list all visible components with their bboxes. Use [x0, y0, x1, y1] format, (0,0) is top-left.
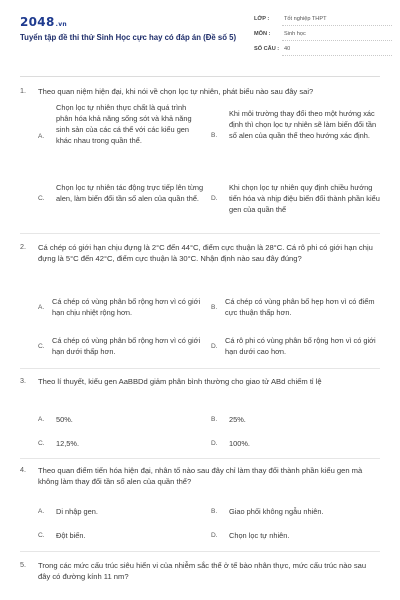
option-c[interactable] — [38, 438, 198, 450]
option-label: C. — [38, 343, 45, 350]
question-divider — [20, 458, 380, 459]
option-label: A. — [38, 416, 45, 423]
option-label: B. — [211, 508, 218, 515]
option-text: Khi môi trường thay đổi theo một hướng xác định thì chọn lọc tự nhiên sẽ làm biến đổi tần số alen của quần thể theo hướng xác định. — [229, 109, 377, 140]
meta-count-value: 40 — [284, 46, 291, 52]
question-text: Theo quan niệm hiện đại, khi nói về chọn lọc tự nhiên, phát biểu nào sau đây sai? — [38, 87, 314, 96]
question-2 — [0, 242, 400, 362]
meta-count-key: SỐ CÂU : — [254, 46, 280, 52]
site-logo[interactable] — [20, 15, 67, 29]
question-number: 5. — [20, 560, 26, 569]
meta-class-key: LỚP : — [254, 16, 270, 22]
option-label: A. — [38, 133, 45, 140]
option-b[interactable] — [211, 414, 371, 426]
question-4 — [0, 465, 400, 545]
option-text: 25%. — [229, 415, 246, 424]
meta-divider — [282, 25, 392, 26]
logo-suffix: .vn — [55, 21, 67, 28]
option-c[interactable] — [38, 530, 198, 542]
option-text: Chọn lọc tự nhiên. — [229, 531, 290, 540]
page-header — [0, 0, 400, 66]
question-text: Cá chép có giới hạn chịu đựng là 2°C đến 44°C, điểm cực thuận là 28°C. Cá rô phi có giới hạn chịu đựng là 5°C đến 42°C, điểm cực thuận là 30°C. Nhận định nào sau đây đúng? — [38, 243, 373, 263]
option-text: Di nhập gen. — [56, 507, 98, 516]
option-text: Cá chép có vùng phân bố rộng hơn vì có giới hạn dưới thấp hơn. — [52, 336, 201, 356]
meta-subject-value: Sinh học — [284, 31, 306, 37]
option-label: D. — [211, 343, 218, 350]
option-label: C. — [38, 195, 45, 202]
question-divider — [20, 233, 380, 234]
question-3 — [0, 376, 400, 452]
option-d[interactable] — [211, 335, 381, 359]
option-text: Khi chọn lọc tự nhiên quy định chiều hướng tiến hóa và nhịp điệu biến đổi thành phần kiểu gen của quần thể — [229, 183, 380, 214]
option-label: D. — [211, 195, 218, 202]
option-text: Giao phối không ngẫu nhiên. — [229, 507, 324, 516]
option-text: 12,5%. — [56, 439, 80, 448]
option-label: C. — [38, 532, 45, 539]
option-label: D. — [211, 440, 218, 447]
option-text: Chọn lọc tự nhiên tác động trực tiếp lên từng alen, làm biến đổi tần số alen của quần thể. — [56, 183, 204, 203]
option-b[interactable] — [211, 108, 381, 168]
option-a[interactable] — [38, 506, 198, 518]
header-divider — [20, 76, 380, 77]
option-text: Cá rô phi có vùng phân bố rộng hơn vì có giới hạn dưới cao hơn. — [225, 336, 376, 356]
question-number: 2. — [20, 242, 26, 251]
question-number: 1. — [20, 86, 26, 95]
option-label: B. — [211, 304, 218, 311]
page-title: Tuyển tập đề thi thử Sinh Học cực hay có đáp án (Đề số 5) — [20, 33, 237, 42]
meta-subject-key: MÔN : — [254, 31, 271, 37]
option-text: Cá chép có vùng phân bố rộng hơn vì có giới hạn chịu nhiệt rộng hơn. — [52, 297, 201, 317]
option-text: Cá chép có vùng phân bố hẹp hơn vì có điểm cực thuận thấp hơn. — [225, 297, 375, 317]
option-d[interactable] — [211, 182, 381, 222]
option-d[interactable] — [211, 438, 371, 450]
option-a[interactable] — [38, 102, 200, 170]
option-label: A. — [38, 304, 45, 311]
option-label: C. — [38, 440, 45, 447]
option-b[interactable] — [211, 296, 381, 320]
option-a[interactable] — [38, 414, 198, 426]
option-text: 50%. — [56, 415, 73, 424]
meta-divider — [282, 40, 392, 41]
option-label: B. — [211, 132, 218, 139]
option-a[interactable] — [38, 296, 200, 320]
question-text: Trong các mức cấu trúc siêu hiển vi của nhiễm sắc thể ở tế bào nhân thực, mức cấu trúc nào sau đây có đường kính 11 nm? — [38, 561, 367, 581]
option-text: 100%. — [229, 439, 250, 448]
question-text: Theo quan điểm tiến hóa hiện đại, nhân tố nào sau đây chỉ làm thay đổi thành phần kiểu gen mà không làm thay đổi tần số alen của quần thể? — [38, 466, 363, 486]
option-c[interactable] — [38, 182, 204, 222]
meta-divider — [282, 55, 392, 56]
option-label: B. — [211, 416, 218, 423]
option-b[interactable] — [211, 506, 381, 518]
option-text: Chọn lọc tự nhiên thực chất là quá trình phân hóa khả năng sống sót và khả năng sinh sản của các cá thể với các kiểu gen khác nhau trong quần thể. — [56, 103, 192, 145]
option-label: A. — [38, 508, 45, 515]
option-label: D. — [211, 532, 218, 539]
question-number: 3. — [20, 376, 26, 385]
question-divider — [20, 551, 380, 552]
logo-text: 2048 — [20, 15, 55, 29]
meta-class-value: Tốt nghiệp THPT — [284, 16, 327, 22]
question-number: 4. — [20, 465, 26, 474]
option-text: Đột biến. — [56, 531, 86, 540]
option-c[interactable] — [38, 335, 200, 359]
question-1 — [0, 86, 400, 226]
question-5 — [0, 560, 400, 594]
question-text: Theo lí thuyết, kiểu gen AaBBDd giảm phân bình thường cho giao tử ABd chiếm tỉ lệ — [38, 377, 322, 386]
option-d[interactable] — [211, 530, 381, 542]
question-divider — [20, 368, 380, 369]
